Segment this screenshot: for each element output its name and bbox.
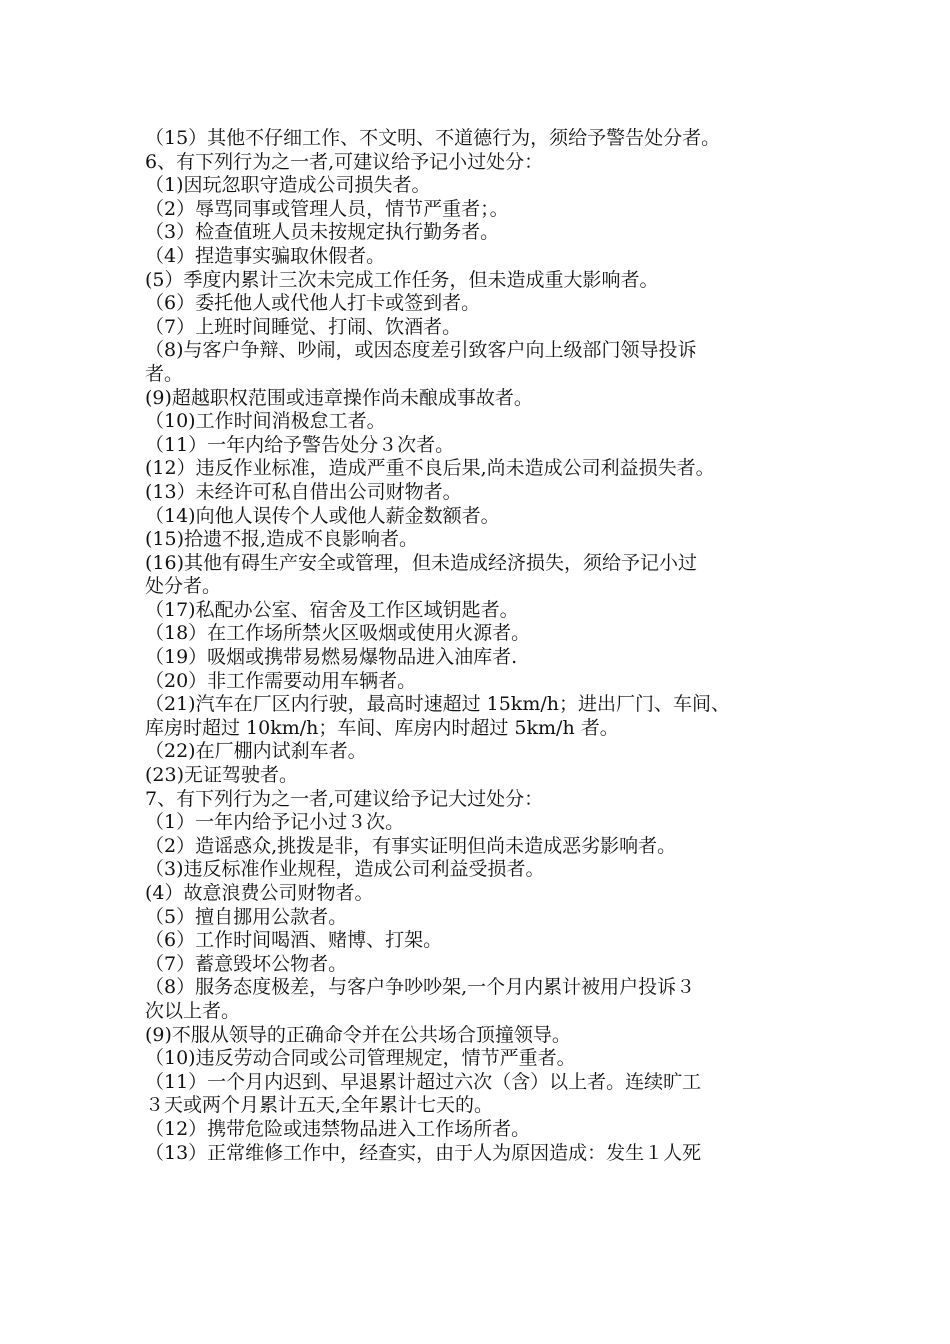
text-line: 次以上者。 — [145, 999, 241, 1022]
text-line: (5）季度内累计三次未完成工作任务，但未造成重大影响者。 — [145, 268, 659, 291]
text-line: 处分者。 — [145, 575, 222, 598]
text-line: （17)私配办公室、宿舍及工作区域钥匙者。 — [145, 598, 519, 621]
text-line: （19）吸烟或携带易燃易爆物品进入油库者. — [145, 646, 518, 669]
text-line: （11）一个月内迟到、早退累计超过六次（含）以上者。连续旷工 — [145, 1070, 702, 1093]
text-line: （13）正常维修工作中，经查实，由于人为原因造成：发生１人死 — [145, 1141, 702, 1164]
text-line: （21)汽车在厂区内行驶，最高时速超过 15km/h；进出厂门、车间、 — [145, 693, 730, 716]
text-line: 者。 — [145, 362, 184, 385]
text-line: （7）上班时间睡觉、打闹、饮酒者。 — [145, 315, 462, 338]
text-line: ３天或两个月累计五天,全年累计七天的。 — [145, 1094, 494, 1117]
text-line: （22)在厂棚内试刹车者。 — [145, 740, 367, 763]
section-heading: 6、有下列行为之一者,可建议给予记小过处分： — [145, 150, 544, 173]
document-body — [145, 127, 825, 1165]
text-line: (16)其他有碍生产安全或管理，但未造成经济损失，须给予记小过 — [145, 551, 698, 574]
text-line: （12）携带危险或违禁物品进入工作场所者。 — [145, 1117, 531, 1140]
text-line: （3)违反标准作业规程，造成公司利益受损者。 — [145, 858, 545, 881]
text-line: （7）蓄意毁坏公物者。 — [145, 952, 348, 975]
text-line: （1）一年内给予记小过３次。 — [145, 811, 405, 834]
text-line: （20）非工作需要动用车辆者。 — [145, 669, 417, 692]
text-line: (12）违反作业标准，造成严重不良后果,尚未造成公司利益损失者。 — [145, 457, 715, 480]
text-line: （15）其他不仔细工作、不文明、不道德行为，须给予警告处分者。 — [145, 127, 721, 149]
text-line: （18）在工作场所禁火区吸烟或使用火源者。 — [145, 622, 531, 645]
text-line: （8)与客户争辩、吵闹，或因态度差引致客户向上级部门领导投诉 — [145, 339, 697, 362]
text-line: (23)无证驾驶者。 — [145, 764, 299, 787]
text-line: (15)拾遗不报,造成不良影响者。 — [145, 528, 419, 551]
text-line: （10)工作时间消极怠工者。 — [145, 410, 386, 433]
section-heading: 7、有下列行为之一者,可建议给予记大过处分： — [145, 787, 544, 810]
text-line: （6）委托他人或代他人打卡或签到者。 — [145, 292, 481, 315]
text-line: （3）检查值班人员未按规定执行勤务者。 — [145, 221, 500, 244]
text-line: （6）工作时间喝酒、赌博、打架。 — [145, 929, 443, 952]
text-line: （8）服务态度极差，与客户争吵吵架,一个月内累计被用户投诉３ — [145, 976, 696, 999]
text-line: (13）未经许可私自借出公司财物者。 — [145, 480, 462, 503]
text-line: 库房时超过 10km/h；车间、库房内时超过 5km/h 者。 — [145, 716, 619, 739]
text-line: （4）捏造事实骗取休假者。 — [145, 244, 386, 267]
text-line: （2）辱骂同事或管理人员，情节严重者；。 — [145, 197, 509, 220]
text-line: （10)违反劳动合同或公司管理规定，情节严重者。 — [145, 1047, 576, 1070]
text-line: （1)因玩忽职守造成公司损失者。 — [145, 174, 431, 197]
text-line: （2）造谣惑众,挑拨是非，有事实证明但尚未造成恶劣影响者。 — [145, 834, 677, 857]
text-line: （14)向他人误传个人或他人薪金数额者。 — [145, 504, 500, 527]
text-line: （5）擅自挪用公款者。 — [145, 905, 348, 928]
text-line: (9)不服从领导的正确命令并在公共场合顶撞领导。 — [145, 1023, 571, 1046]
text-line: (4）故意浪费公司财物者。 — [145, 882, 374, 904]
text-line: (9)超越职权范围或违章操作尚未酿成事故者。 — [145, 386, 533, 409]
text-line: （11）一年内给予警告处分３次者。 — [145, 433, 455, 456]
